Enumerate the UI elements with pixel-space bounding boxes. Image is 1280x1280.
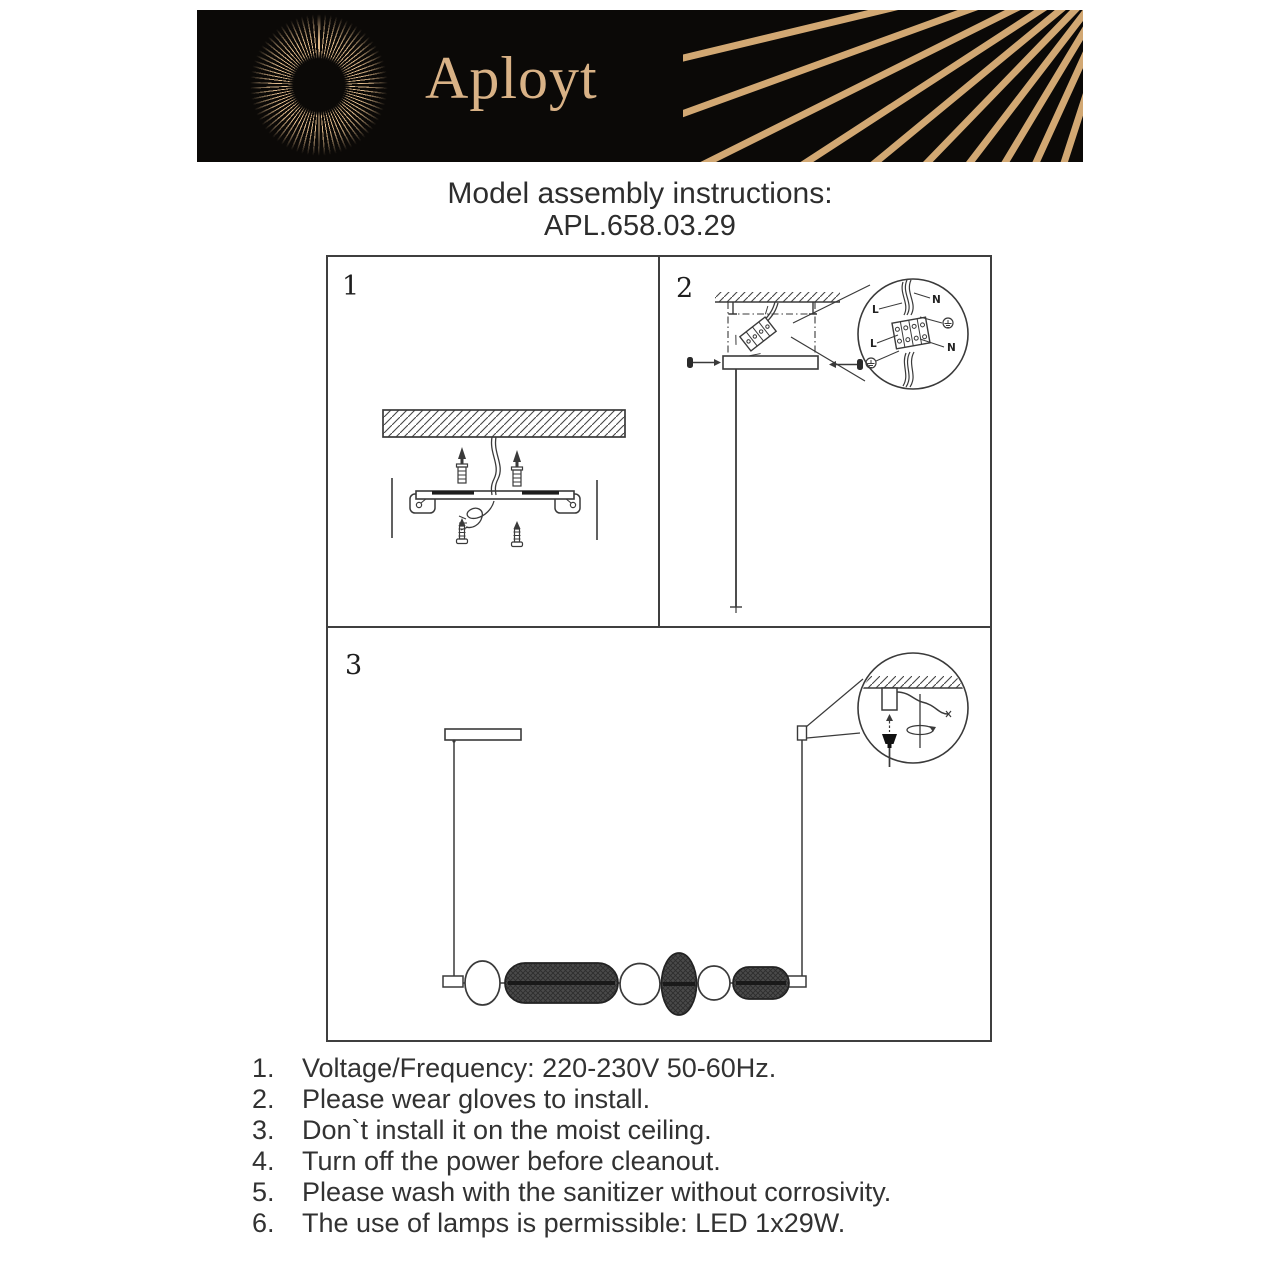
sunburst-logo-icon [248,12,390,158]
side-screw-icon [829,359,863,370]
list-item [252,1208,997,1239]
glass-sphere [698,966,730,1000]
step3-drawing [328,628,990,1040]
textured-diffuser-lens [662,953,697,1015]
pendant-fixture [443,953,806,1015]
brand-banner [197,10,1083,162]
list-item [252,1146,997,1177]
screw-icon [512,521,523,547]
wire-label-neutral: N [947,342,956,354]
fixture-end-cap [443,976,463,987]
callout-tail [806,679,863,738]
ceiling-canopy [445,729,521,740]
suspension-cables [454,740,802,977]
list-item [252,1084,997,1115]
item-number: 5. [252,1177,275,1207]
step-number: 1 [342,271,360,302]
ceiling-hatch [383,410,625,437]
list-item [252,1177,997,1208]
cable-socket [882,688,897,710]
glass-sphere [465,961,500,1005]
cable-attachment-magnifier [858,653,970,767]
step-number: 2 [676,273,694,304]
wire-label-live: L [870,338,877,350]
glass-sphere [620,964,660,1005]
suspension-rod [730,369,742,613]
panel-step-3 [326,626,992,1042]
wall-anchor-icon [457,447,468,483]
title-block [0,177,1280,242]
step2-drawing [660,257,990,626]
cable-connector [798,726,807,740]
item-number: 1. [252,1053,275,1083]
list-item [252,1115,997,1146]
item-text: Please wash with the sanitizer without corrosivity. [302,1177,892,1207]
screw-icon [457,518,468,544]
wire-label-neutral: N [932,294,941,306]
ceiling-hatch [858,676,970,688]
item-number: 4. [252,1146,275,1176]
assembly-diagram [326,255,992,1042]
mounting-bracket [410,491,580,513]
step1-drawing [328,257,658,626]
textured-diffuser-capsule [505,963,618,1003]
item-text: The use of lamps is permissible: LED 1x29W. [302,1208,846,1238]
model-code: APL.658.03.29 [544,210,736,242]
textured-diffuser-capsule [733,967,789,999]
terminal-block-detail [892,317,930,349]
ceiling-hatch [715,292,840,302]
wiring-detail-magnifier [858,279,968,389]
wire-label-live: L [872,304,879,316]
item-text: Turn off the power before cleanout. [302,1146,721,1176]
page-title: Model assembly instructions: [447,177,833,210]
panel-step-1 [326,255,660,628]
list-item [252,1053,997,1084]
corner-rays-icon [683,10,1083,162]
side-screw-icon [687,357,721,368]
item-number: 2. [252,1084,275,1114]
instruction-list [252,1053,997,1239]
item-text: Please wear gloves to install. [302,1084,651,1114]
cable-joint [452,739,455,742]
panel-step-2 [658,255,992,628]
brand-logo-text: Aployt [425,45,598,111]
item-text: Voltage/Frequency: 220-230V 50-60Hz. [302,1053,777,1083]
fixture-end-cap [787,976,806,987]
step-number: 3 [345,650,363,681]
item-text: Don`t install it on the moist ceiling. [302,1115,712,1145]
ceiling-canopy [723,356,818,369]
wall-anchor-icon [512,450,523,486]
item-number: 3. [252,1115,275,1145]
item-number: 6. [252,1208,275,1238]
